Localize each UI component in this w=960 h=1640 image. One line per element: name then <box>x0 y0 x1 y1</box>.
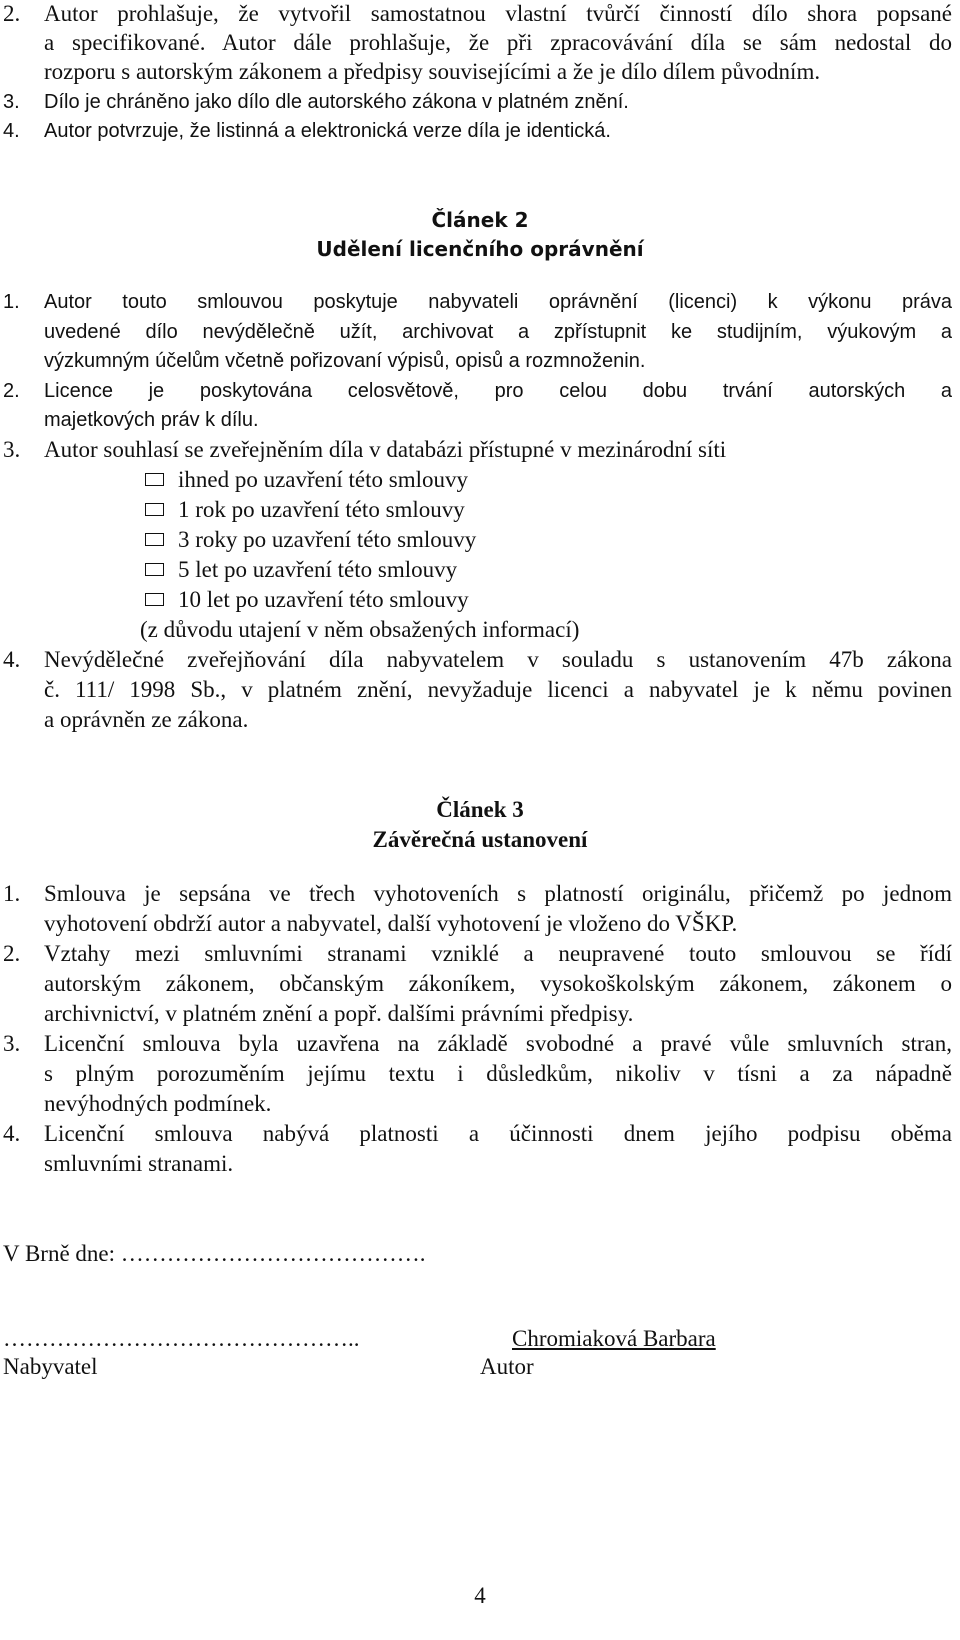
line-text: s plným porozuměním jejímu textu i důsledkům, nikoliv v tísni a za nápadně <box>44 1061 952 1086</box>
line-text: Vztahy mezi smluvními stranami vzniklé a neupravené touto smlouvou se řídí <box>44 941 952 966</box>
line-text: Licenční smlouva byla uzavřena na základě svobodné a pravé vůle smluvních stran, <box>44 1031 952 1056</box>
option-10-years[interactable] <box>145 586 960 614</box>
item-number: 4. <box>3 647 21 672</box>
line-text: autorským zákonem, občanským zákoníkem, vysokoškolským zákonem, zákonem o <box>44 971 952 996</box>
nabyvatel-label: Nabyvatel <box>3 1354 98 1379</box>
option-1-year[interactable] <box>145 496 960 524</box>
line-text: Dílo je chráněno jako dílo dle autorského zákona v platném znění. <box>44 91 629 113</box>
checkbox-icon[interactable] <box>145 563 164 576</box>
item-number: 2. <box>3 380 20 402</box>
line-text: Licence je poskytována celosvětově, pro celou dobu trvání autorských a <box>44 380 952 402</box>
line-text: č. 111/ 1998 Sb., v platném znění, nevyžaduje licenci a nabyvatel je k němu povinen <box>44 677 952 702</box>
line-text: uvedené dílo nevýdělečně užít, archivovat a zpřístupnit ke studijním, výukovým a <box>44 321 952 343</box>
nabyvatel-signature-line: ……………………………………….. <box>3 1326 360 1351</box>
line-text: archivnictví, v platném znění a popř. dalšími právními předpisy. <box>44 1001 634 1026</box>
checkbox-icon[interactable] <box>145 533 164 546</box>
option-label: 10 let po uzavření této smlouvy <box>178 587 469 612</box>
option-3-years[interactable] <box>145 526 960 554</box>
autor-name <box>512 1325 812 1353</box>
place-date-line: V Brně dne: …………………………………. <box>3 1241 426 1266</box>
line-text: Autor prohlašuje, že vytvořil samostatnou vlastní tvůrčí činností dílo shora popsané <box>44 1 952 26</box>
checkbox-icon[interactable] <box>145 593 164 606</box>
line-text: výzkumným účelům včetně pořizovaní výpisů, opisů a rozmnoženin. <box>44 350 646 372</box>
option-immediately[interactable] <box>145 466 960 494</box>
line-text: Autor souhlasí se zveřejněním díla v databázi přístupné v mezinárodní síti <box>44 437 727 462</box>
line-text: a oprávněn ze zákona. <box>44 707 249 732</box>
option-label: 3 roky po uzavření této smlouvy <box>178 527 477 552</box>
checkbox-icon[interactable] <box>145 503 164 516</box>
item-number: 3. <box>3 1031 21 1056</box>
item-number: 4. <box>3 120 20 142</box>
options-note: (z důvodu utajení v něm obsažených informací) <box>140 617 580 642</box>
line-text: Licenční smlouva nabývá platnosti a účinnosti dnem jejího podpisu oběma <box>44 1121 952 1146</box>
item-number: 2. <box>3 941 21 966</box>
item-number: 1. <box>3 291 20 313</box>
autor-label: Autor <box>480 1354 534 1379</box>
line-text: Autor touto smlouvou poskytuje nabyvateli oprávnění (licenci) k výkonu práva <box>44 291 952 313</box>
line-text: majetkových práv k dílu. <box>44 409 259 431</box>
line-text: rozporu s autorským zákonem a předpisy souvisejícími a že je dílo dílem původním. <box>44 59 821 84</box>
option-label: 1 rok po uzavření této smlouvy <box>178 497 465 522</box>
line-text: nevýhodných podmínek. <box>44 1091 272 1116</box>
article-2-title: Článek 2 <box>431 208 529 232</box>
line-text: Nevýdělečné zveřejňování díla nabyvatelem v souladu s ustanovením 47b zákona <box>44 647 952 672</box>
item-number: 4. <box>3 1121 21 1146</box>
article-2-subtitle: Udělení licenčního oprávnění <box>316 237 644 261</box>
checkbox-icon[interactable] <box>145 473 164 486</box>
option-label: ihned po uzavření této smlouvy <box>178 467 468 492</box>
autor-name-text: Chromiaková Barbara <box>512 1326 716 1351</box>
option-5-years[interactable] <box>145 556 960 584</box>
line-text: Smlouva je sepsána ve třech vyhotoveních s platností originálu, přičemž po jednom <box>44 881 952 906</box>
item-number: 3. <box>3 91 20 113</box>
item-number: 1. <box>3 881 21 906</box>
item-number: 2. <box>3 1 21 26</box>
line-text: vyhotovení obdrží autor a nabyvatel, další vyhotovení je vloženo do VŠKP. <box>44 911 738 936</box>
line-text: Autor potvrzuje, že listinná a elektronická verze díla je identická. <box>44 120 611 142</box>
article-3-subtitle: Závěrečná ustanovení <box>372 827 588 852</box>
item-number: 3. <box>3 437 21 462</box>
page-number: 4 <box>474 1583 486 1608</box>
line-text: smluvními stranami. <box>44 1151 234 1176</box>
line-text: a specifikované. Autor dále prohlašuje, že při zpracovávání díla se sám nedostal do <box>44 30 952 55</box>
option-label: 5 let po uzavření této smlouvy <box>178 557 458 582</box>
article-3-title: Článek 3 <box>436 797 524 822</box>
